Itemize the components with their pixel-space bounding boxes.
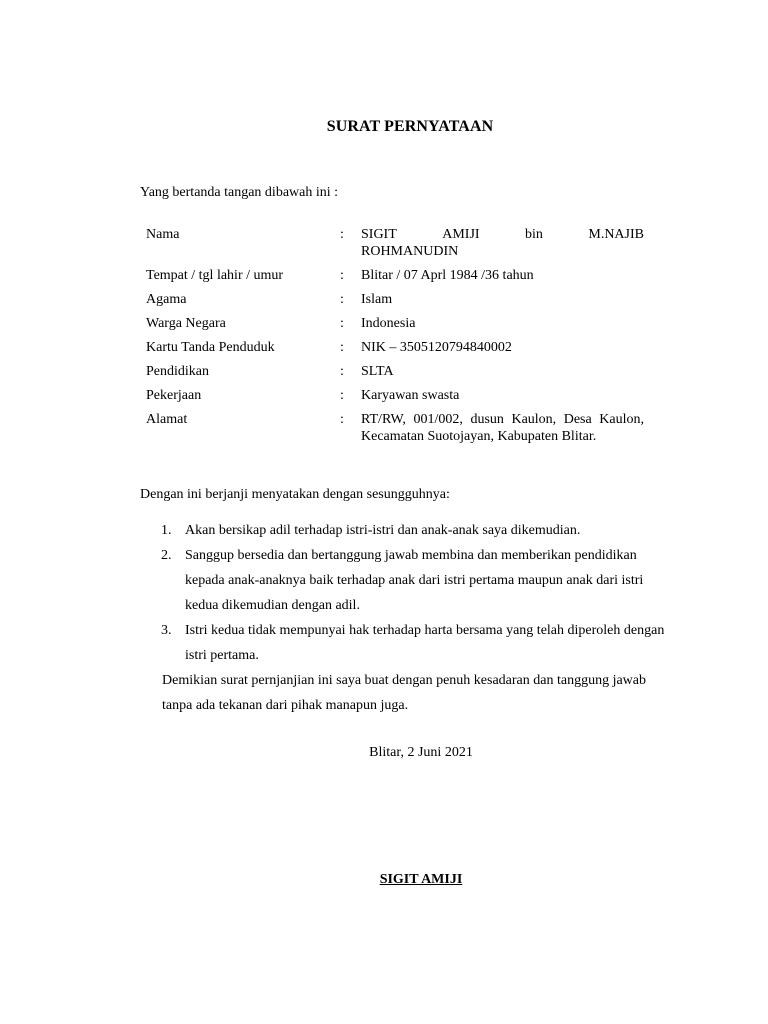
name-part: bin: [525, 227, 543, 242]
intro-text: Yang bertanda tangan dibawah ini :: [140, 185, 339, 200]
identity-colon: :: [340, 412, 344, 427]
identity-colon: :: [340, 268, 344, 283]
identity-label: Warga Negara: [146, 316, 226, 331]
identity-value: NIK – 3505120794840002: [361, 340, 512, 355]
name-line-1: [361, 226, 644, 243]
identity-row-education: [146, 363, 644, 380]
list-item: [160, 618, 672, 668]
identity-row-occupation: [146, 387, 644, 404]
identity-value: Indonesia: [361, 316, 416, 331]
identity-value: Islam: [361, 292, 393, 307]
identity-value: Karyawan swasta: [361, 388, 460, 403]
identity-value: Blitar / 07 Aprl 1984 /36 tahun: [361, 268, 534, 283]
identity-colon: :: [340, 227, 344, 242]
name-part: M.NAJIB: [588, 227, 644, 242]
identity-table: [146, 226, 644, 452]
identity-label: Nama: [146, 227, 180, 242]
identity-colon: :: [340, 340, 344, 355]
list-item-text: Istri kedua tidak mempunyai hak terhadap harta bersama yang telah diperoleh dengan istri pertama.: [185, 623, 665, 663]
list-item-number: 2.: [161, 548, 172, 563]
identity-colon: :: [340, 292, 344, 307]
name-line-2: ROHMANUDIN: [361, 244, 459, 259]
identity-label: Agama: [146, 292, 187, 307]
identity-row-id-card: [146, 339, 644, 356]
identity-label: Pekerjaan: [146, 388, 202, 403]
list-item: [160, 543, 672, 618]
identity-row-name: [146, 226, 644, 260]
list-item-number: 3.: [161, 623, 172, 638]
place-date: Blitar, 2 Juni 2021: [369, 745, 473, 760]
identity-row-address: [146, 411, 644, 445]
identity-colon: :: [340, 388, 344, 403]
closing-paragraph: Demikian surat pernjanjian ini saya buat dengan penuh kesadaran dan tanggung jawab tanpa ada tekanan dari pihak manapun juga.: [162, 673, 647, 713]
signer-name: SIGIT AMIJI: [379, 872, 463, 887]
promise-list: [160, 518, 672, 668]
identity-row-religion: [146, 291, 644, 308]
identity-label: Alamat: [146, 412, 188, 427]
statement-text: Dengan ini berjanji menyatakan dengan sesungguhnya:: [140, 487, 450, 502]
identity-colon: :: [340, 316, 344, 331]
list-item-text: Akan bersikap adil terhadap istri-istri dan anak-anak saya dikemudian.: [185, 523, 581, 538]
identity-row-citizenship: [146, 315, 644, 332]
identity-value: SLTA: [361, 364, 394, 379]
identity-row-birth: [146, 267, 644, 284]
identity-label: Pendidikan: [146, 364, 209, 379]
name-part: SIGIT: [361, 227, 397, 242]
identity-label: Tempat / tgl lahir / umur: [146, 268, 284, 283]
list-item-number: 1.: [161, 523, 172, 538]
identity-label: Kartu Tanda Penduduk: [146, 340, 275, 355]
identity-value: [361, 226, 644, 260]
list-item: [160, 518, 672, 543]
list-item-text: Sanggup bersedia dan bertanggung jawab membina dan memberikan pendidikan kepada anak-anaknya baik terhadap anak dari istri pertama maupun anak dari istri kedua dikemudian dengan adil.: [185, 548, 644, 613]
identity-colon: :: [340, 364, 344, 379]
identity-value: RT/RW, 001/002, dusun Kaulon, Desa Kaulon, Kecamatan Suotojayan, Kabupaten Blitar.: [361, 412, 644, 444]
document-title: SURAT PERNYATAAN: [326, 118, 494, 135]
name-part: AMIJI: [442, 227, 480, 242]
